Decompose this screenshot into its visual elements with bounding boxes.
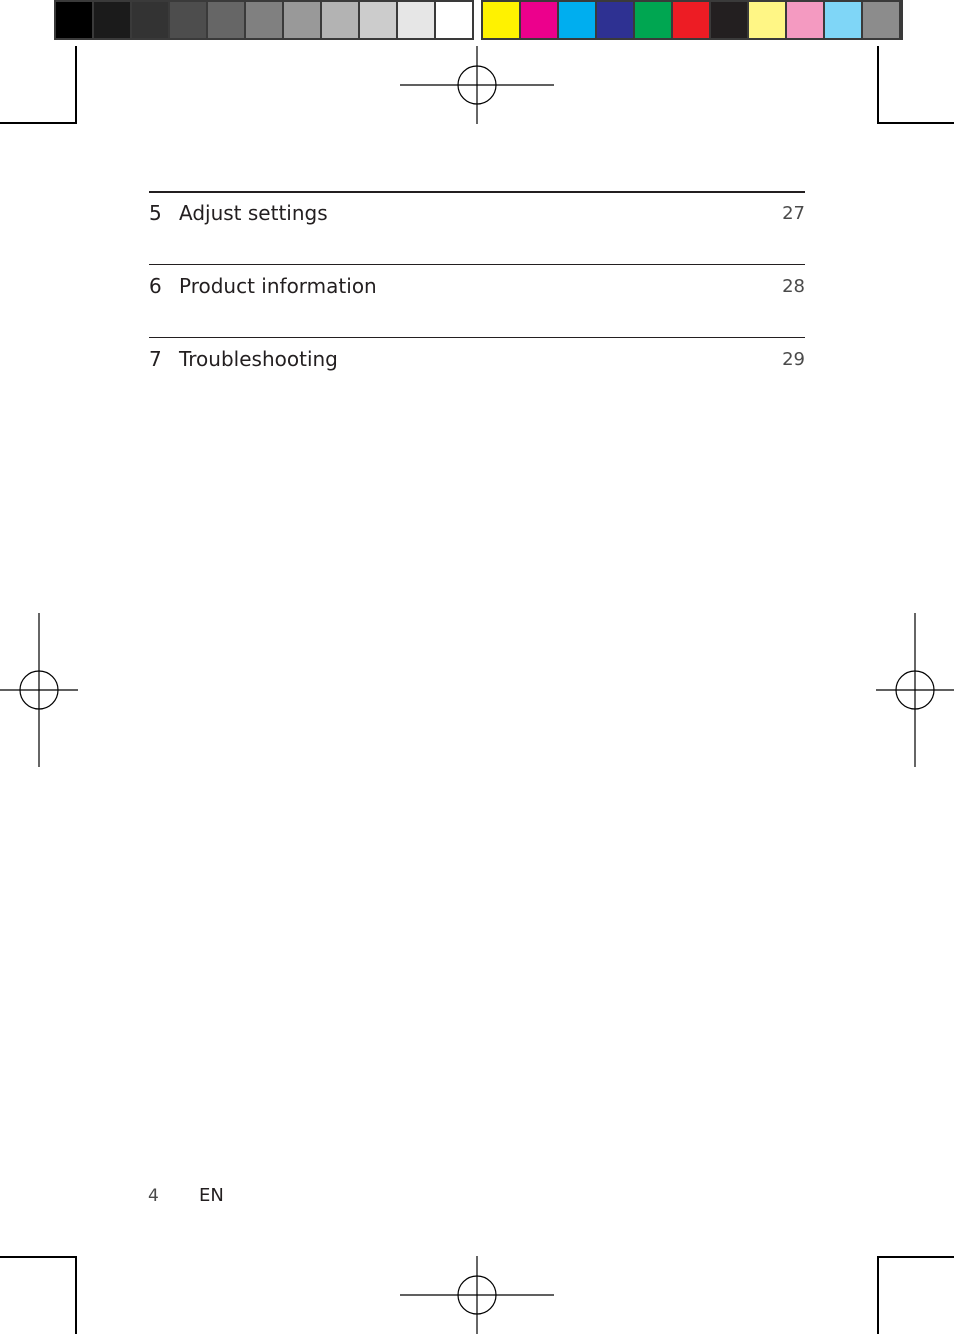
color-swatch (863, 2, 899, 38)
color-swatch (170, 2, 206, 38)
crop-mark (0, 122, 77, 124)
color-swatch (673, 2, 709, 38)
color-swatch (787, 2, 823, 38)
color-swatch (56, 2, 92, 38)
toc-entry[interactable] (149, 337, 805, 409)
crop-mark (75, 1256, 77, 1334)
color-swatch (208, 2, 244, 38)
crop-mark (0, 1256, 77, 1258)
toc-divider (149, 191, 805, 193)
crop-mark (877, 46, 879, 124)
toc-entry-number: 5 (149, 201, 162, 225)
color-swatch (436, 2, 472, 38)
color-calibration-bar (481, 0, 903, 40)
grayscale-calibration-bar (54, 0, 474, 40)
color-swatch (322, 2, 358, 38)
registration-mark-bottom (400, 1256, 554, 1334)
registration-mark-left (0, 613, 78, 767)
toc-entry[interactable] (149, 264, 805, 336)
color-swatch (398, 2, 434, 38)
color-swatch (284, 2, 320, 38)
toc-entry-page: 29 (782, 349, 805, 370)
toc-entry-title[interactable]: Troubleshooting (179, 347, 338, 371)
toc-entry-number: 7 (149, 347, 162, 371)
color-swatch (825, 2, 861, 38)
toc-entry[interactable] (149, 191, 805, 263)
registration-mark-top (400, 46, 554, 124)
crop-mark (877, 1256, 879, 1334)
toc-entry-page: 28 (782, 276, 805, 297)
crop-mark (877, 1256, 954, 1258)
color-swatch (521, 2, 557, 38)
toc-divider (149, 264, 805, 265)
color-swatch (711, 2, 747, 38)
toc-entry-title[interactable]: Adjust settings (179, 201, 328, 225)
toc-entry-title[interactable]: Product information (179, 274, 377, 298)
color-swatch (94, 2, 130, 38)
color-swatch (483, 2, 519, 38)
footer-page-number: 4 (148, 1186, 159, 1206)
color-swatch (559, 2, 595, 38)
toc-divider (149, 337, 805, 338)
color-swatch (635, 2, 671, 38)
color-swatch (246, 2, 282, 38)
crop-mark (75, 46, 77, 124)
color-swatch (360, 2, 396, 38)
crop-mark (877, 122, 954, 124)
color-swatch (597, 2, 633, 38)
toc-entry-number: 6 (149, 274, 162, 298)
registration-mark-right (876, 613, 954, 767)
color-swatch (749, 2, 785, 38)
footer-language-code: EN (199, 1185, 224, 1206)
toc-entry-page: 27 (782, 203, 805, 224)
color-swatch (132, 2, 168, 38)
